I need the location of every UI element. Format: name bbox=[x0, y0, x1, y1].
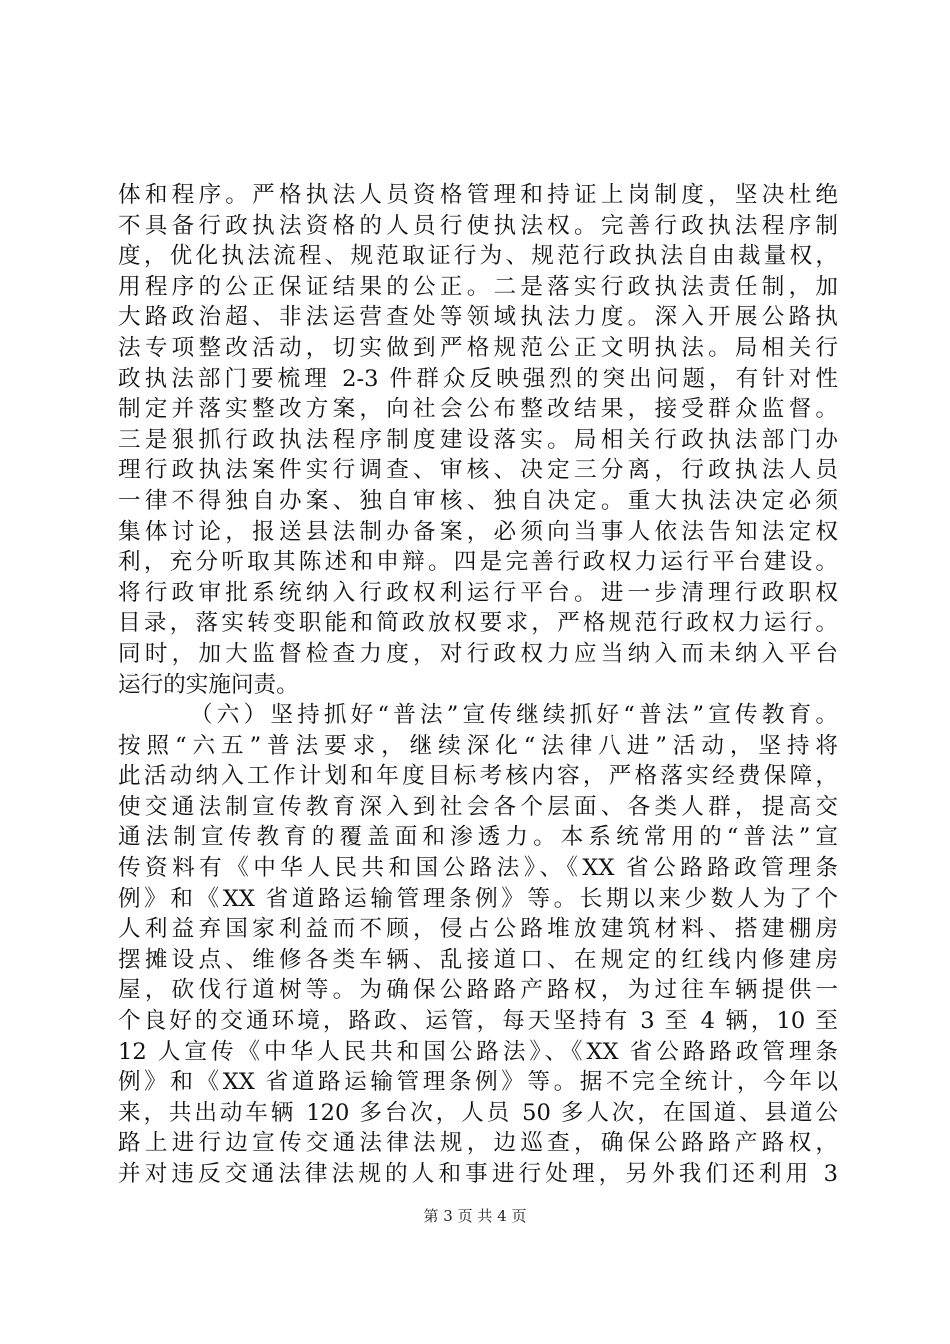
text-line: 将行政审批系统纳入行政权利运行平台。进一步清理行政职权 bbox=[118, 579, 838, 606]
text-line: 用程序的公正保证结果的公正。二是落实行政执法责任制，加 bbox=[118, 273, 838, 300]
text-line: 屋，砍伐行道树等。为确保公路路产路权，为过往车辆提供一 bbox=[118, 977, 838, 1004]
text-line: 利，充分听取其陈述和申辩。四是完善行政权力运行平台建设。 bbox=[118, 549, 838, 576]
body-text bbox=[118, 180, 838, 1190]
text-line: 摆摊设点、维修各类车辆、乱接道口、在规定的红线内修建房 bbox=[118, 946, 838, 973]
text-line: 运行的实施问责。 bbox=[118, 671, 299, 698]
text-line: 路上进行边宣传交通法律法规，边巡查，确保公路路产路权， bbox=[118, 1130, 838, 1157]
text-line: 使交通法制宣传教育深入到社会各个层面、各类人群，提高交 bbox=[118, 793, 838, 820]
text-line: 同时，加大监督检查力度，对行政权力应当纳入而未纳入平台 bbox=[118, 640, 838, 667]
text-line: 目录，落实转变职能和简政放权要求，严格规范行政权力运行。 bbox=[118, 610, 838, 637]
text-line: 12 人宣传《中华人民共和国公路法》、《XX 省公路路政管理条 bbox=[118, 1038, 838, 1065]
text-line: 度，优化执法流程、规范取证行为、规范行政执法自由裁量权， bbox=[118, 243, 838, 270]
text-line: 并对违反交通法律法规的人和事进行处理，另外我们还利用 3 bbox=[118, 1161, 838, 1187]
text-line: 不具备行政执法资格的人员行使执法权。完善行政执法程序制 bbox=[118, 212, 838, 239]
text-line: 个良好的交通环境，路政、运管，每天坚持有 3 至 4 辆，10 至 bbox=[118, 1008, 838, 1035]
page-footer: 第 3 页 共 4 页 bbox=[423, 1207, 527, 1225]
text-line: 理行政执法案件实行调查、审核、决定三分离，行政执法人员 bbox=[118, 457, 838, 484]
text-line: 人利益弃国家利益而不顾，侵占公路堆放建筑材料、搭建棚房 bbox=[118, 916, 838, 943]
text-line: 来，共出动车辆 120 多台次，人员 50 多人次，在国道、县道公 bbox=[118, 1099, 838, 1126]
text-line: 三是狠抓行政执法程序制度建设落实。局相关行政执法部门办 bbox=[118, 426, 838, 453]
text-line: 法专项整改活动，切实做到严格规范公正文明执法。局相关行 bbox=[118, 334, 838, 361]
text-line: 大路政治超、非法运营查处等领域执法力度。深入开展公路执 bbox=[118, 304, 838, 331]
text-line: 传资料有《中华人民共和国公路法》、《XX 省公路路政管理条 bbox=[118, 855, 838, 882]
text-line: 按照“六五”普法要求，继续深化“法律八进”活动，坚持将 bbox=[118, 732, 838, 759]
section-heading-line: （六）坚持抓好“普法”宣传继续抓好“普法”宣传教育。 bbox=[190, 702, 838, 729]
text-line: 体和程序。严格执法人员资格管理和持证上岗制度，坚决杜绝 bbox=[118, 182, 838, 208]
text-line: 此活动纳入工作计划和年度目标考核内容，严格落实经费保障， bbox=[118, 763, 838, 790]
text-line: 例》和《XX 省道路运输管理条例》等。据不完全统计，今年以 bbox=[118, 1069, 838, 1096]
text-line: 通法制宣传教育的覆盖面和渗透力。本系统常用的“普法”宣 bbox=[118, 824, 838, 851]
text-line: 一律不得独自办案、独自审核、独自决定。重大执法决定必须 bbox=[118, 487, 838, 514]
text-line: 例》和《XX 省道路运输管理条例》等。长期以来少数人为了个 bbox=[118, 885, 838, 912]
text-line: 制定并落实整改方案，向社会公布整改结果，接受群众监督。 bbox=[118, 396, 838, 423]
text-line: 政执法部门要梳理 2-3 件群众反映强烈的突出问题，有针对性 bbox=[118, 365, 838, 392]
text-line: 集体讨论，报送县法制办备案，必须向当事人依法告知法定权 bbox=[118, 518, 838, 545]
